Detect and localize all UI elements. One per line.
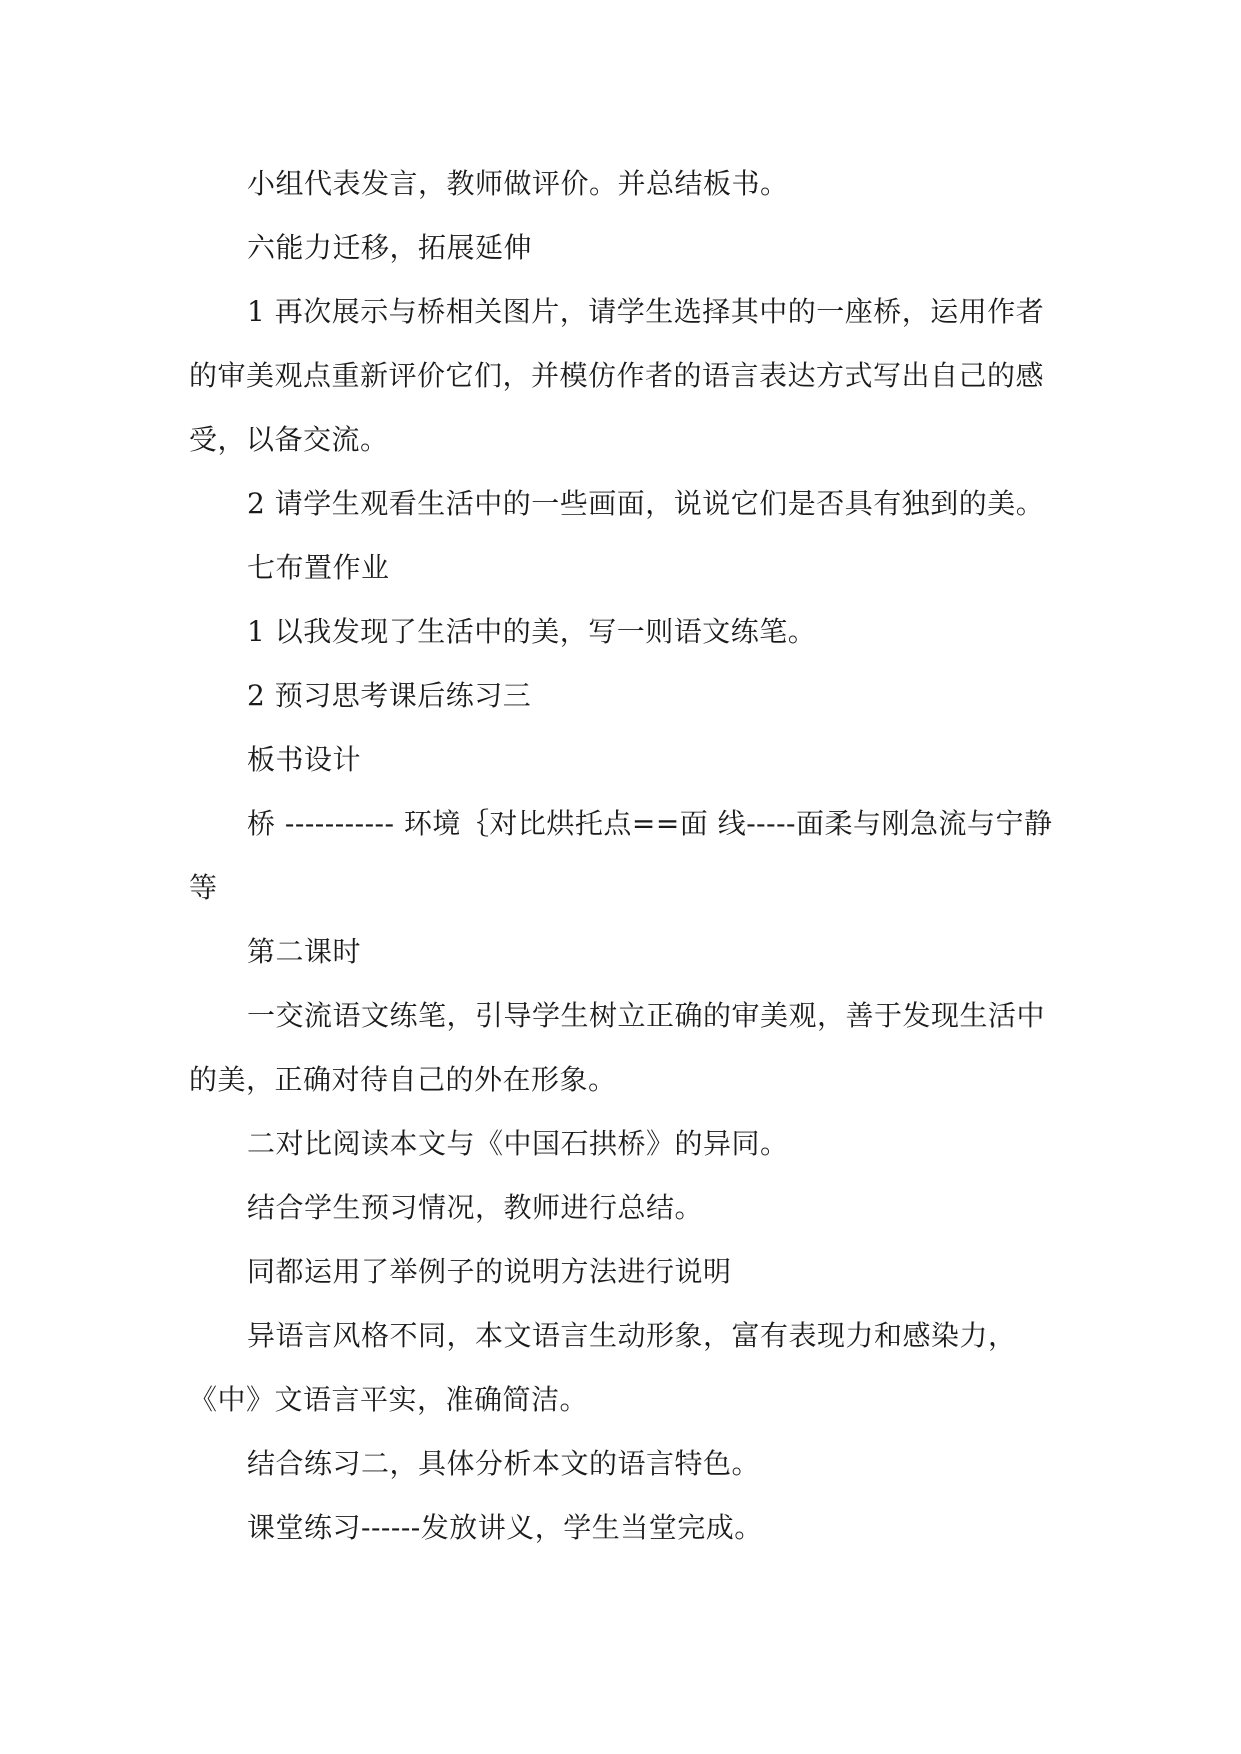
section-heading: 六能力迁移，拓展延伸	[247, 231, 533, 264]
document-body	[189, 152, 1059, 1560]
paragraph: 小组代表发言，教师做评价。并总结板书。	[247, 167, 789, 200]
section-heading: 七布置作业	[247, 551, 390, 584]
section-heading: 板书设计	[247, 743, 362, 776]
paragraph: 2 预习思考课后练习三	[247, 679, 532, 712]
paragraph: 2 请学生观看生活中的一些画面，说说它们是否具有独到的美。	[247, 487, 1045, 520]
paragraph: 异语言风格不同，本文语言生动形象，富有表现力和感染力，《中》文语言平实，准确简洁。	[189, 1319, 1017, 1416]
section-heading: 第二课时	[247, 935, 362, 968]
paragraph: 结合学生预习情况，教师进行总结。	[247, 1191, 704, 1224]
paragraph: 1 以我发现了生活中的美，写一则语文练笔。	[247, 615, 817, 648]
paragraph: 一交流语文练笔，引导学生树立正确的审美观，善于发现生活中的美，正确对待自己的外在形象。	[189, 999, 1046, 1096]
paragraph: 课堂练习------发放讲义，学生当堂完成。	[247, 1511, 763, 1544]
paragraph: 桥 ----------- 环境｛对比烘托点==面 线-----面柔与刚急流与宁静等	[189, 807, 1053, 904]
paragraph: 1 再次展示与桥相关图片，请学生选择其中的一座桥，运用作者的审美观点重新评价它们，并模仿作者的语言表达方式写出自己的感受，以备交流。	[189, 295, 1045, 456]
paragraph: 同都运用了举例子的说明方法进行说明	[247, 1255, 732, 1288]
paragraph: 结合练习二，具体分析本文的语言特色。	[247, 1447, 761, 1480]
paragraph: 二对比阅读本文与《中国石拱桥》的异同。	[247, 1127, 789, 1160]
